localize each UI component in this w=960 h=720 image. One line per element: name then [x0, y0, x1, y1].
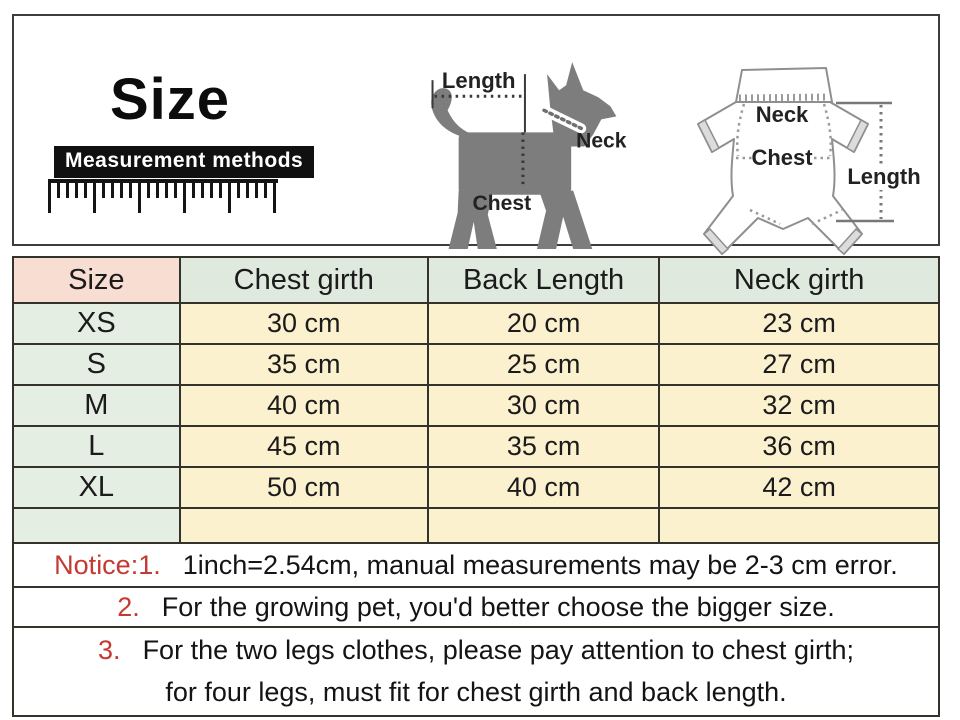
chest-girth-cell — [180, 508, 428, 545]
notice-label-2: 2. — [117, 591, 140, 622]
neck-girth-cell — [659, 508, 939, 545]
size-table-header-row — [13, 257, 939, 303]
size-cell: L — [13, 426, 180, 467]
chest-girth-cell: 30 cm — [180, 303, 428, 344]
chest-girth-cell: 35 cm — [180, 344, 428, 385]
size-table — [12, 256, 940, 546]
header-size: Size — [13, 257, 180, 303]
dog-silhouette-icon — [404, 44, 666, 260]
chest-girth-cell: 50 cm — [180, 467, 428, 508]
neck-girth-cell: 36 cm — [659, 426, 939, 467]
table-row-empty — [13, 508, 939, 545]
size-cell: XS — [13, 303, 180, 344]
notice-text-2: For the growing pet, you'd better choose the bigger size. — [161, 591, 835, 622]
notice-text-3a: For the two legs clothes, please pay attention to chest girth; — [142, 634, 854, 665]
back-length-cell: 35 cm — [428, 426, 660, 467]
header-chest-girth: Chest girth — [180, 257, 428, 303]
back-length-cell: 25 cm — [428, 344, 660, 385]
garment-neck-label: Neck — [755, 102, 809, 127]
header-back-length: Back Length — [428, 257, 660, 303]
dog-neck-label: Neck — [576, 129, 627, 153]
table-row-s — [13, 344, 939, 385]
table-row-xl — [13, 467, 939, 508]
size-cell: M — [13, 385, 180, 426]
notice-label-3: 3. — [98, 634, 121, 665]
notice-text-1: 1inch=2.54cm, manual measurements may be 2-3 cm error. — [182, 549, 898, 580]
garment-chest-label: Chest — [751, 145, 813, 170]
notice-text-3b: for four legs, must fit for chest girth and back length. — [165, 676, 787, 707]
neck-girth-cell: 32 cm — [659, 385, 939, 426]
notice-line-2 — [12, 586, 940, 628]
measurement-methods-label: Measurement methods — [54, 146, 314, 178]
back-length-cell: 20 cm — [428, 303, 660, 344]
back-length-cell — [428, 508, 660, 545]
size-cell — [13, 508, 180, 545]
back-length-cell: 40 cm — [428, 467, 660, 508]
pet-garment-icon — [678, 48, 950, 260]
neck-girth-cell: 27 cm — [659, 344, 939, 385]
size-cell: XL — [13, 467, 180, 508]
chest-girth-cell: 45 cm — [180, 426, 428, 467]
table-row-xs — [13, 303, 939, 344]
garment-measurement-diagram — [678, 48, 950, 260]
notice-label-1: Notice:1. — [54, 549, 161, 580]
size-chart-title: Size — [109, 67, 231, 132]
notice-line-3 — [12, 626, 940, 717]
notice-line-3a — [98, 630, 854, 672]
back-length-cell: 30 cm — [428, 385, 660, 426]
neck-girth-cell: 23 cm — [659, 303, 939, 344]
dog-length-label: Length — [441, 68, 516, 94]
dog-measurement-diagram — [404, 44, 666, 260]
measurement-methods-panel — [12, 14, 940, 246]
chest-girth-cell: 40 cm — [180, 385, 428, 426]
ruler-icon — [48, 179, 278, 213]
table-row-m — [13, 385, 939, 426]
notice-line-1 — [12, 542, 940, 588]
garment-length-label: Length — [847, 164, 921, 189]
neck-girth-cell: 42 cm — [659, 467, 939, 508]
size-cell: S — [13, 344, 180, 385]
table-row-l — [13, 426, 939, 467]
notice-line-3b — [165, 672, 786, 714]
header-neck-girth: Neck girth — [659, 257, 939, 303]
dog-chest-label: Chest — [472, 191, 532, 215]
